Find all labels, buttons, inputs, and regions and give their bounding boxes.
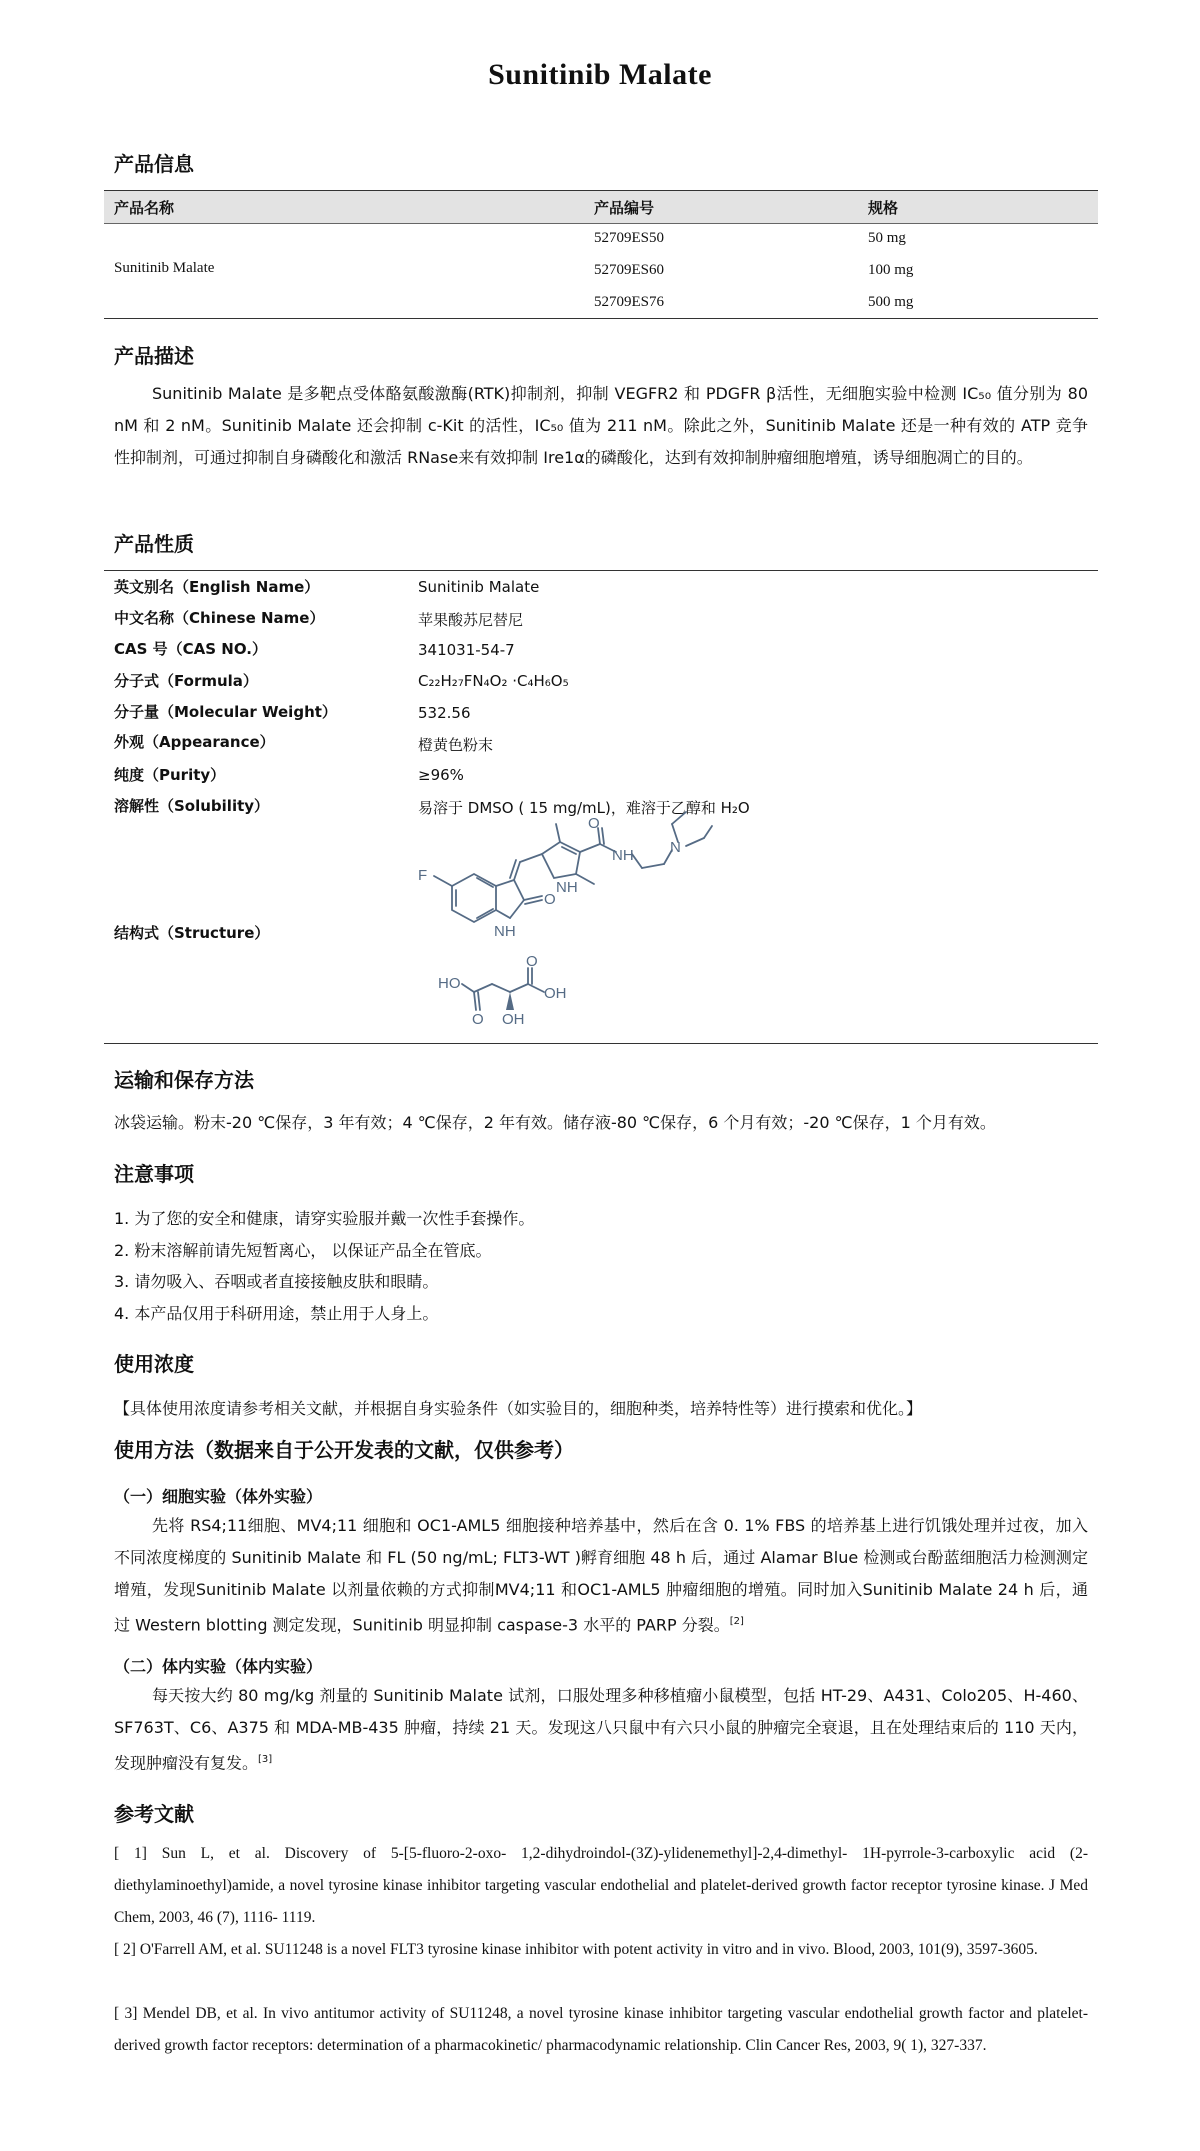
in-vivo-text (114, 1680, 1088, 1779)
reference-item: [ 1] Sun L, et al. Discovery of 5-[5-fluoro-2-oxo- 1,2-dihydroindol-(3Z)-ylidenemethyl]-2,4-dimethyl- 1H-pyrrole-3-carboxylic acid (2-diethylaminoethyl)amide, a novel tyrosine kinase inhibitor targeting vascular endothelial and platelet-derived growth factor receptor tyrosine kinase. J Med Chem, 2003, 46 (7), 1116- 1119. (114, 1845, 1088, 1926)
product-name-cell: Sunitinib Malate (114, 260, 215, 276)
description-text: Sunitinib Malate 是多靶点受体酪氨酸激酶(RTK)抑制剂，抑制 VEGFR2 和 PDGFR β活性，无细胞实验中检测 IC₅₀ 值分别为 80 nM 和 2 nM。Sunitinib Malate 还会抑制 c-Kit 的活性，IC₅₀ 值为 211 nM。除此之外，Sunitinib Malate 还是一种有效的 ATP 竞争性抑制剂，可通过抑制自身磷酸化和激活 RNase来有效抑制 Ire1α的磷酸化，达到有效抑制肿瘤细胞增殖，诱导细胞凋亡的目的。 (114, 384, 1088, 467)
section-references: 参考文献 (114, 1802, 194, 1826)
in-vitro-body: 先将 RS4;11细胞、MV4;11 细胞和 OC1-AML5 细胞接种培养基中，然后在含 0. 1% FBS 的培养基上进行饥饿处理并过夜，加入不同浓度梯度的 Sunitinib Malate 和 FL (50 ng/mL; FLT3-WT )孵育细胞 48 h 后，通过 Alamar Blue 检测或台酚蓝细胞活力检测测定增殖，发现Sunitinib Malate 以剂量依赖的方式抑制MV4;11 和OC1-AML5 肿瘤细胞的增殖。同时加入Sunitinib Malate 24 h 后，通过 Western blotting 测定发现，Sunitinib 明显抑制 caspase-3 水平的 PARP 分裂。 (114, 1516, 1088, 1635)
product-code-cell: 52709ES50 (594, 230, 665, 246)
prop-value: 橙黄色粉末 (418, 736, 494, 754)
atom-label: F (418, 867, 428, 884)
prop-value: C₂₂H₂₇FN₄O₂ ·C₄H₆O₅ (418, 672, 569, 690)
product-table-header (104, 190, 1098, 224)
in-vivo-body: 每天按大约 80 mg/kg 剂量的 Sunitinib Malate 试剂，口服处理多种移植瘤小鼠模型，包括 HT-29、A431、Colo205、H-460、SF763T、C6、A375 和 MDA-MB-435 肿瘤，持续 21 天。发现这八只鼠中有六只小鼠的肿瘤完全衰退，且在处理结束后的 110 天内，发现肿瘤没有复发。 (114, 1686, 1088, 1773)
product-spec-cell: 100 mg (868, 262, 914, 278)
section-notes: 注意事项 (114, 1162, 194, 1186)
atom-label: O (526, 953, 538, 970)
atom-label: OH (544, 985, 567, 1002)
atom-label: HO (438, 975, 461, 992)
in-vitro-title: （一）细胞实验（体外实验） (114, 1487, 323, 1506)
prop-value: 易溶于 DMSO ( 15 mg/mL)，难溶于乙醇和 H₂O (418, 799, 750, 817)
citation: [3] (258, 1754, 273, 1765)
atom-label: O (544, 891, 556, 908)
atom-label: OH (502, 1011, 525, 1028)
product-spec-cell: 500 mg (868, 294, 914, 310)
reference-item: [ 3] Mendel DB, et al. In vivo antitumor activity of SU11248, a novel tyrosine kinase inhibitor targeting vascular endothelial growth factor and platelet-derived growth factor receptors: determination of a pharmacokinetic/ pharmacodynamic relationship. Clin Cancer Res, 2003, 9( 1), 327-337. (114, 2005, 1088, 2054)
header-product-code: 产品编号 (594, 199, 655, 217)
prop-label: 分子量（Molecular Weight） (114, 703, 337, 721)
section-storage: 运输和保存方法 (114, 1068, 254, 1092)
structure-label: 结构式（Structure） (114, 924, 270, 942)
atom-label: NH (494, 923, 516, 940)
properties-top-rule (104, 570, 1098, 571)
prop-label: 英文别名（English Name） (114, 578, 320, 596)
prop-label: 纯度（Purity） (114, 766, 226, 784)
header-product-name: 产品名称 (114, 199, 175, 217)
section-concentration: 使用浓度 (114, 1352, 194, 1376)
properties-bottom-rule (104, 1043, 1098, 1044)
in-vivo-title: （二）体内实验（体内实验） (114, 1657, 323, 1676)
atom-label: NH (612, 847, 634, 864)
header-spec: 规格 (868, 199, 899, 217)
table-bottom-rule (104, 318, 1098, 319)
prop-label: 分子式（Formula） (114, 672, 258, 690)
prop-value: 苹果酸苏尼替尼 (418, 611, 524, 629)
concentration-text: 【具体使用浓度请参考相关文献，并根据自身实验条件（如实验目的，细胞种类，培养特性等）进行摸索和优化。】 (114, 1399, 923, 1418)
product-code-cell: 52709ES76 (594, 294, 665, 310)
prop-value: ≥96% (418, 766, 464, 784)
prop-label: CAS 号（CAS NO.） (114, 640, 267, 658)
atom-label: O (472, 1011, 484, 1028)
atom-label: NH (556, 879, 578, 896)
section-properties: 产品性质 (114, 532, 194, 556)
prop-label: 中文名称（Chinese Name） (114, 609, 325, 627)
prop-value: Sunitinib Malate (418, 578, 540, 596)
prop-value: 341031-54-7 (418, 641, 515, 659)
reference-item: [ 2] O'Farrell AM, et al. SU11248 is a novel FLT3 tyrosine kinase inhibitor with potent activity in vitro and in vivo. Blood, 2003, 101(9), 3597-3605. (114, 1941, 1038, 1958)
in-vitro-text (114, 1510, 1088, 1641)
prop-label: 外观（Appearance） (114, 733, 275, 751)
storage-text: 冰袋运输。粉末-20 ℃保存，3 年有效；4 ℃保存，2 年有效。储存液-80 ℃保存，6 个月有效；-20 ℃保存，1 个月有效。 (114, 1113, 996, 1132)
atom-label: O (588, 815, 600, 832)
atom-label: N (670, 839, 681, 856)
section-product-info: 产品信息 (114, 152, 194, 176)
product-code-cell: 52709ES60 (594, 262, 665, 278)
note-item: 4. 本产品仅用于科研用途，禁止用于人身上。 (114, 1304, 439, 1323)
product-spec-cell: 50 mg (868, 230, 906, 246)
section-usage: 使用方法（数据来自于公开发表的文献，仅供参考） (114, 1438, 574, 1462)
note-item: 3. 请勿吸入、吞咽或者直接接触皮肤和眼睛。 (114, 1272, 439, 1291)
note-item: 1. 为了您的安全和健康，请穿实验服并戴一次性手套操作。 (114, 1209, 535, 1228)
prop-label: 溶解性（Solubility） (114, 797, 270, 815)
chemical-structure-image (410, 815, 750, 1034)
section-description: 产品描述 (114, 344, 194, 368)
note-item: 2. 粉末溶解前请先短暂离心， 以保证产品全在管底。 (114, 1241, 492, 1260)
prop-value: 532.56 (418, 704, 471, 722)
citation: [2] (729, 1616, 744, 1627)
page-title: Sunitinib Malate (488, 58, 712, 91)
